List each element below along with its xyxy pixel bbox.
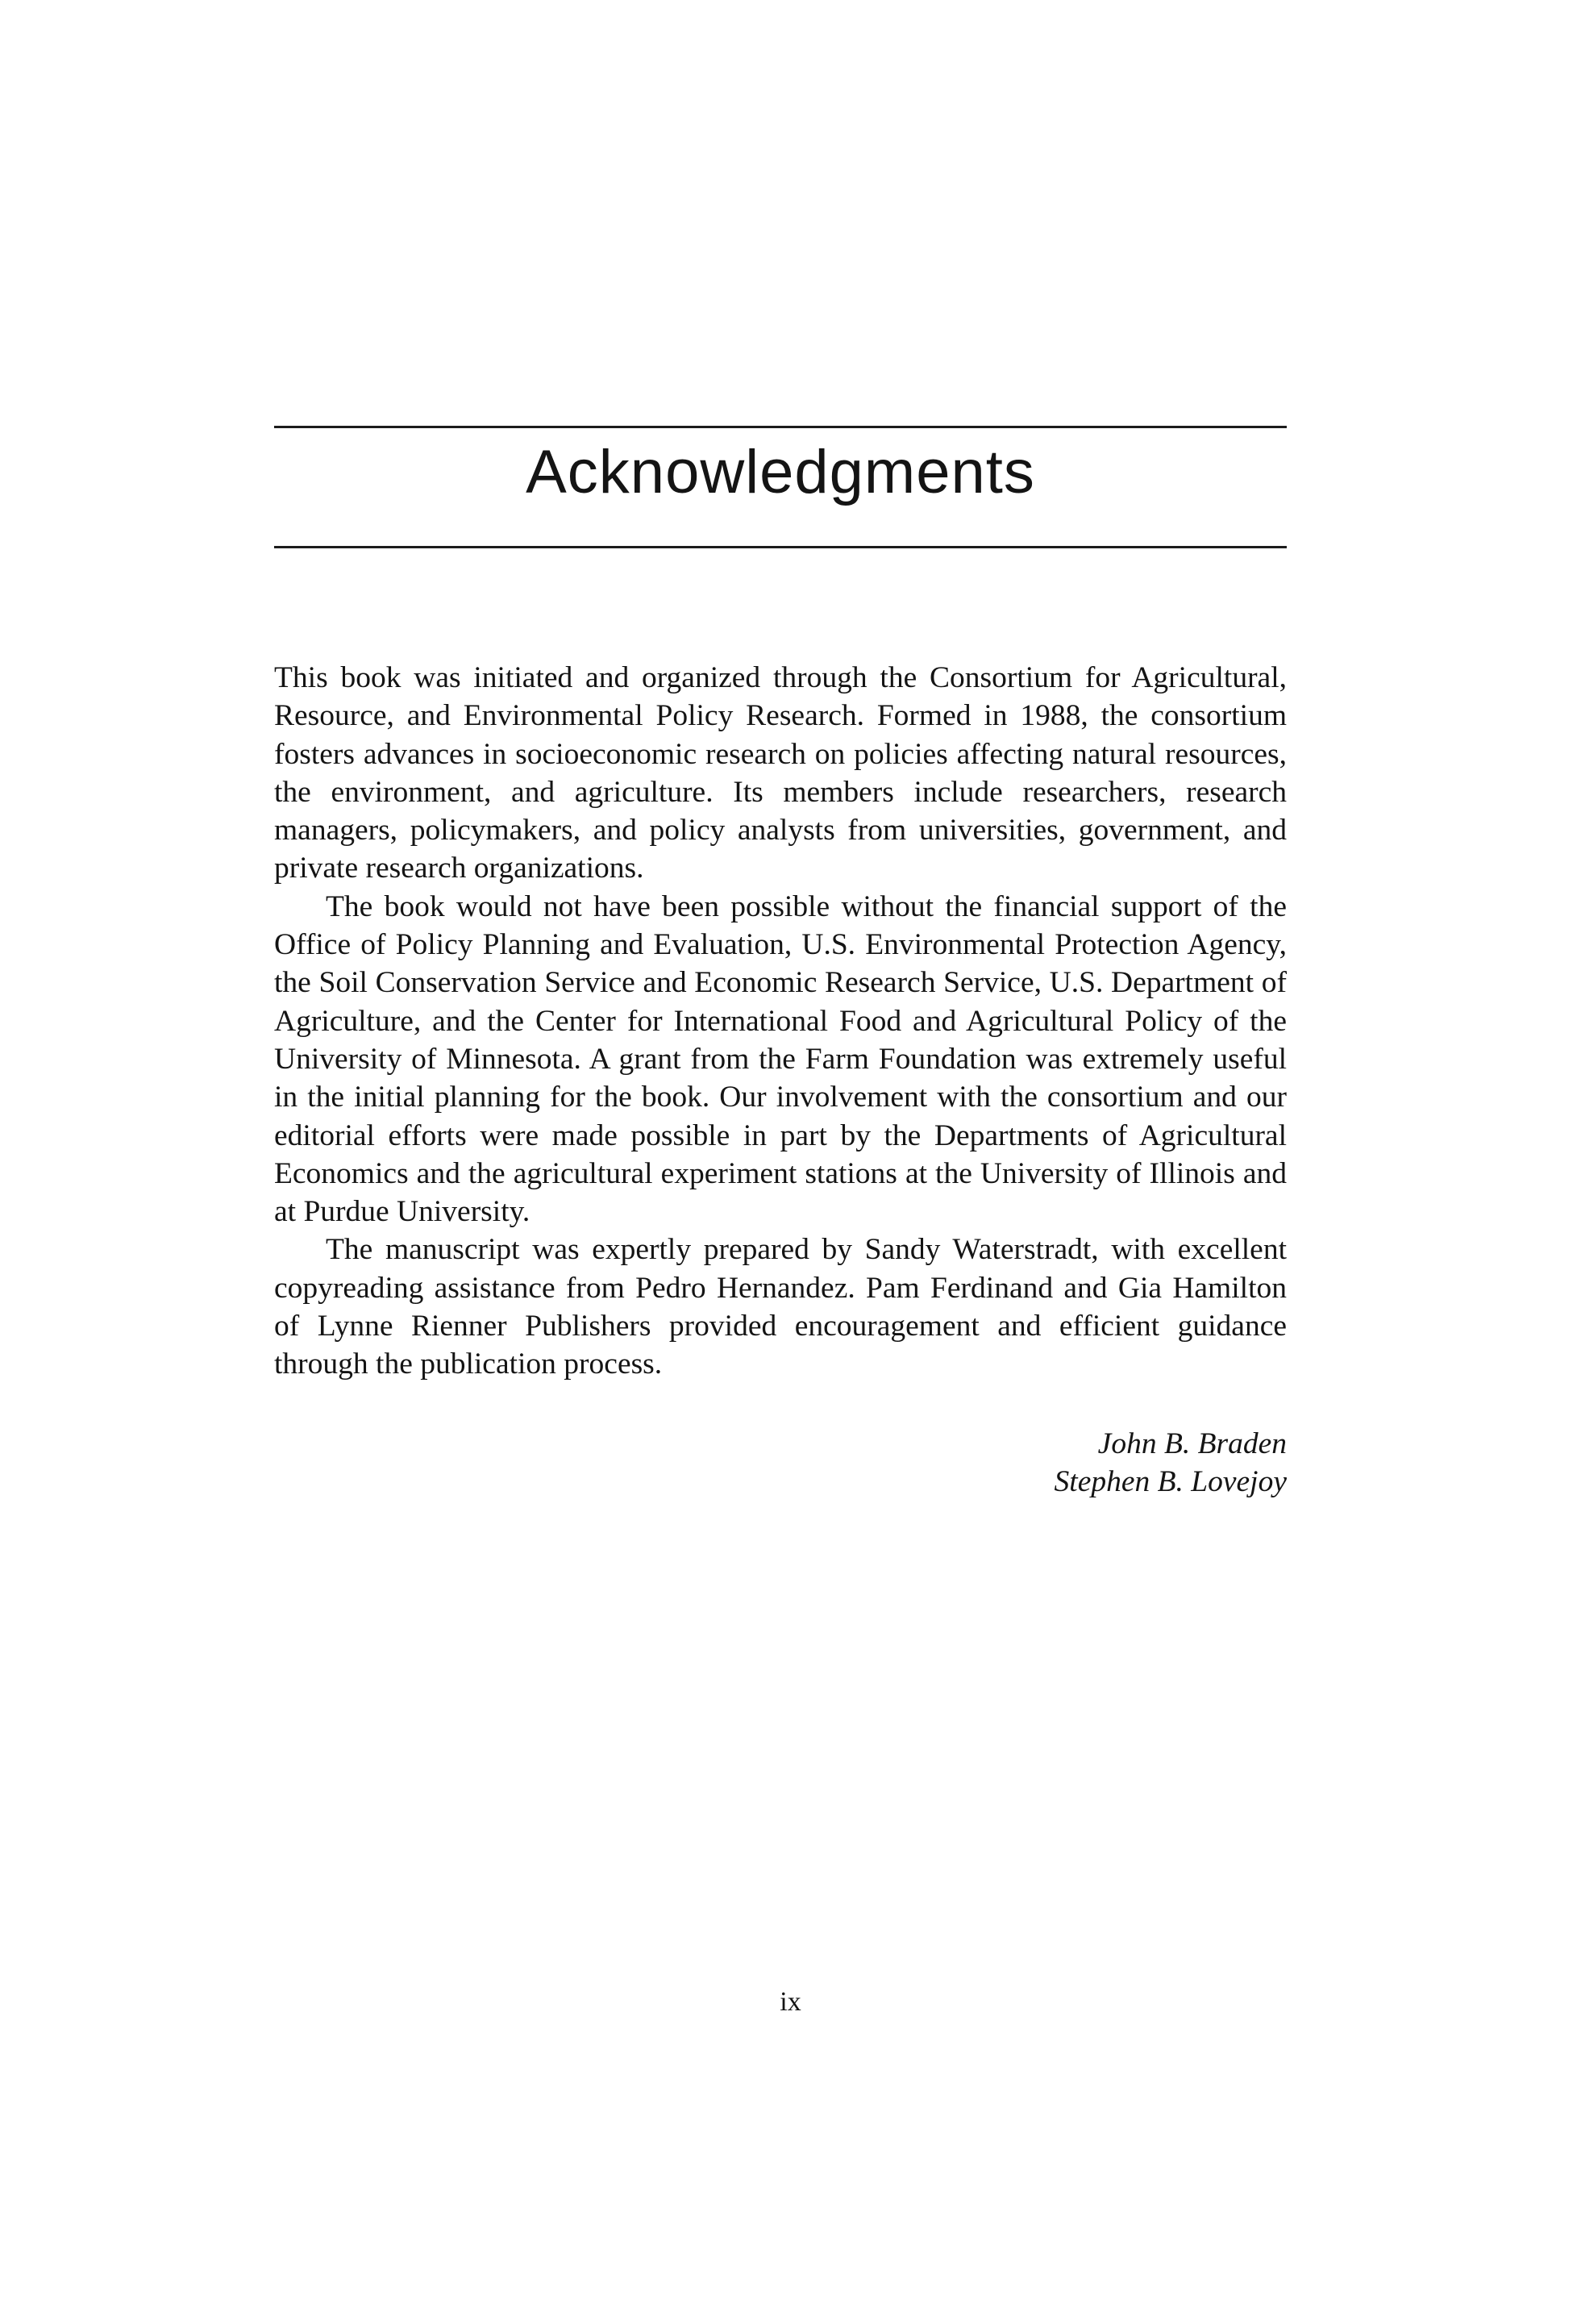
signature-name: Stephen B. Lovejoy bbox=[1054, 1465, 1287, 1498]
title-top-rule bbox=[274, 426, 1287, 428]
paragraph-manuscript: The manuscript was expertly prepared by Sandy Waterstradt, with excellent copyreading assistance from Pedro Hernandez. Pam Ferdinand and Gia Hamilton of Lynne Rienner Publishers provided encouragement and efficient guidance through the publication process. bbox=[274, 1233, 1287, 1381]
title-bottom-rule bbox=[274, 546, 1287, 548]
page-title: Acknowledgments bbox=[526, 438, 1035, 506]
body-text bbox=[274, 659, 1287, 1384]
paragraph-funding: The book would not have been possible without the financial support of the Office of Policy Planning and Evaluation, U.S. Environmental Protection Agency, the Soil Conservation Service and Economic Research Service, U.S. Department of Agriculture, and the Center for International Food and Agricultural Policy of the University of Minnesota. A grant from the Farm Foundation was extremely useful in the initial planning for the book. Our involvement with the consortium and our editorial efforts were made possible in part by the Departments of Agricultural Economics and the agricultural experiment stations at the University of Illinois and at Purdue University. bbox=[274, 889, 1287, 1229]
page-number: ix bbox=[780, 1987, 801, 2017]
signature-name: John B. Braden bbox=[1097, 1427, 1287, 1460]
paragraph-consortium: This book was initiated and organized through the Consortium for Agricultural, Resource, and Environmental Policy Research. Formed in 1988, the consortium fosters advances in socioeconomic research on policies affecting natural resources, the environment, and agriculture. Its members include researchers, research managers, policymakers, and policy analysts from universities, government, and private research organizations. bbox=[274, 661, 1287, 885]
signature-block bbox=[887, 1425, 1287, 1501]
